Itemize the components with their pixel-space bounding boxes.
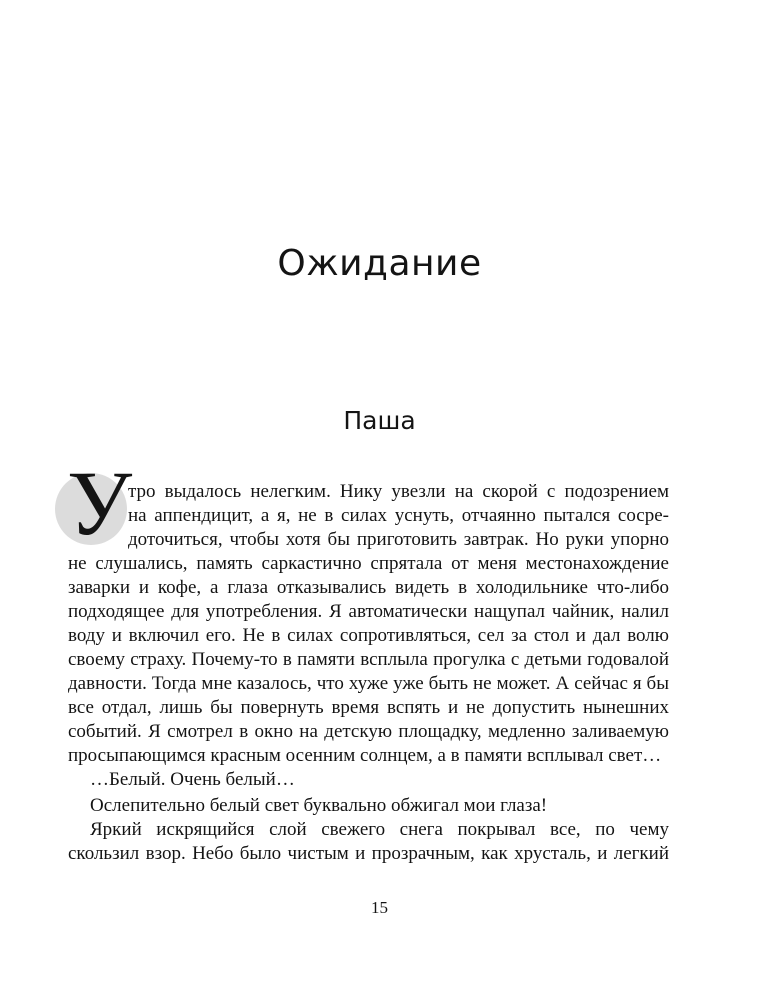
- text-line: своему страху. Почему-то в памяти всплыла прогулка с детьми годовалой: [68, 649, 669, 670]
- text-line: тро выдалось нелегким. Нику увезли на скорой с подозрением: [128, 481, 669, 502]
- drop-cap: [55, 452, 133, 555]
- text-line: событий. Я смотрел в окно на детскую площадку, медленно заливаемую: [68, 721, 669, 742]
- text-line: воду и включил его. Не в силах сопротивляться, сел за стол и дал волю: [68, 625, 669, 646]
- text-line: заварки и кофе, а глаза отказывались видеть в холодильнике что-либо: [68, 577, 669, 598]
- chapter-title: Ожидание: [277, 243, 482, 284]
- text-line: Ослепительно белый свет буквально обжигал мои глаза!: [90, 795, 548, 816]
- text-line: …Белый. Очень белый…: [90, 769, 295, 790]
- text-line: не слушались, память саркастично спрятала от меня местонахождение: [68, 553, 669, 574]
- text-line: доточиться, чтобы хотя бы приготовить завтрак. Но руки упорно: [128, 529, 669, 550]
- text-line: подходящее для употребления. Я автоматически нащупал чайник, налил: [68, 601, 669, 622]
- drop-cap-letter: У: [67, 452, 133, 554]
- text-line: просыпающимся красным осенним солнцем, а в памяти всплывал свет…: [68, 745, 662, 766]
- text-line: все отдал, лишь бы повернуть время вспять и не допустить нынешних: [68, 697, 669, 718]
- page-number: 15: [371, 898, 388, 917]
- text-line: на аппендицит, а я, не в силах уснуть, отчаянно пытался сосре-: [128, 505, 669, 526]
- text-line: давности. Тогда мне казалось, что хуже уже быть не может. А сейчас я бы: [68, 673, 669, 694]
- text-line: Яркий искрящийся слой свежего снега покрывал все, по чему: [90, 819, 669, 840]
- section-title: Паша: [343, 406, 416, 435]
- text-line: скользил взор. Небо было чистым и прозрачным, как хрусталь, и легкий: [68, 843, 669, 864]
